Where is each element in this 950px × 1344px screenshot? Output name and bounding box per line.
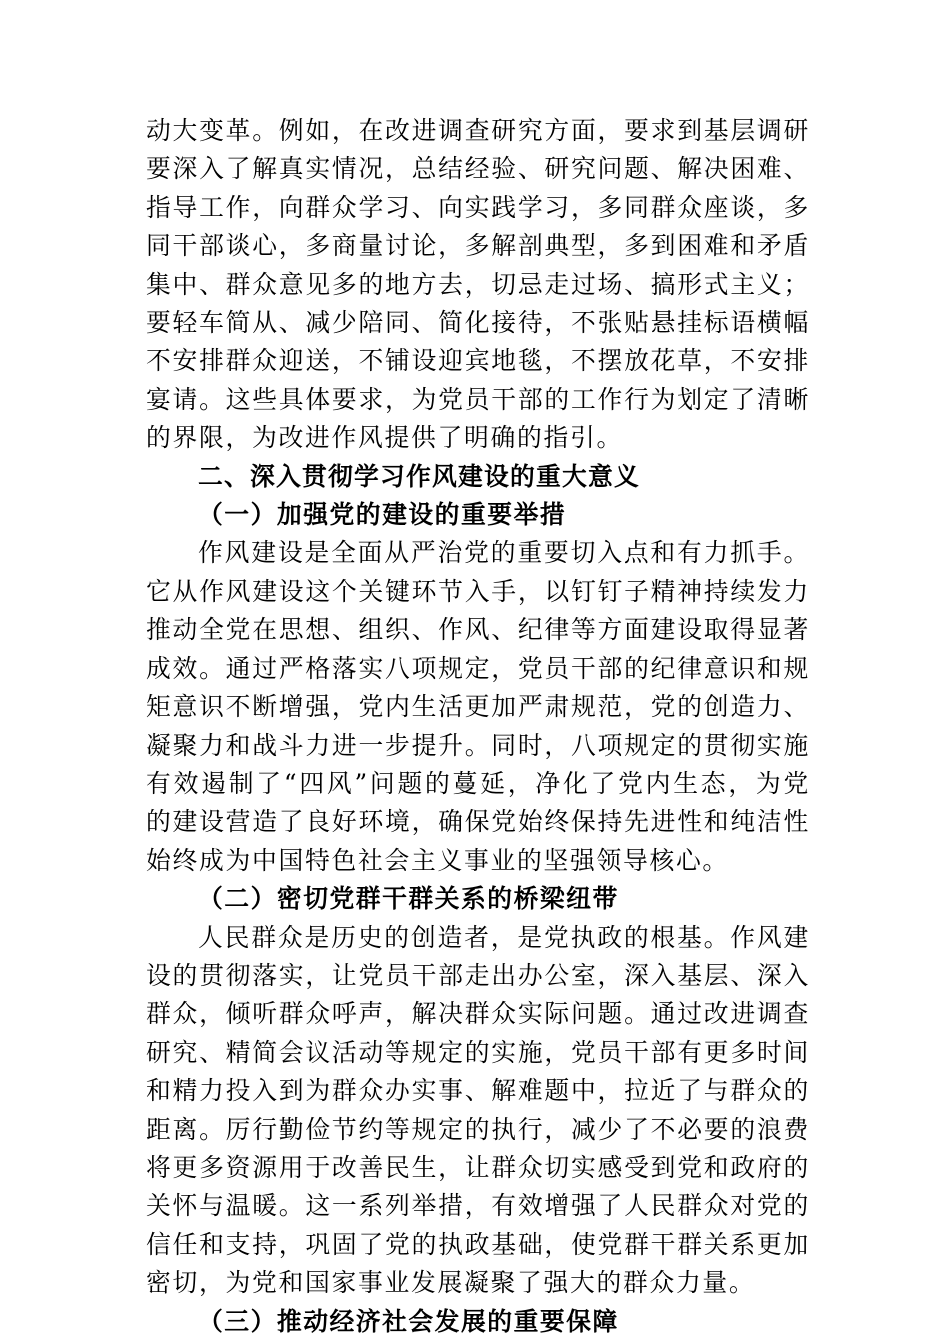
body-paragraph: 动大变革。例如，在改进调查研究方面，要求到基层调研要深入了解真实情况，总结经验、研究问题、解决困难、指导工作，向群众学习、向实践学习，多同群众座谈，多同干部谈心，多商量讨论，多解剖典型，多到困难和矛盾集中、群众意见多的地方去，切忌走过场、搞形式主义；要轻车简从、减少陪同、简化接待，不张贴悬挂标语横幅不安排群众迎送，不铺设迎宾地毯，不摆放花草，不安排宴请。这些具体要求，为党员干部的工作行为划定了清晰的界限，为改进作风提供了明确的指引。 <box>146 116 810 453</box>
subsection-heading: （一）加强党的建设的重要举措 <box>198 500 567 530</box>
document-page <box>146 112 810 1341</box>
section-heading: 二、深入贯彻学习作风建设的重大意义 <box>198 461 640 491</box>
body-paragraph: 人民群众是历史的创造者，是党执政的根基。作风建设的贯彻落实，让党员干部走出办公室，深入基层、深入群众，倾听群众呼声，解决群众实际问题。通过改进调查研究、精简会议活动等规定的实施，党员干部有更多时间和精力投入到为群众办实事、解难题中，拉近了与群众的距离。厉行勤俭节约等规定的执行，减少了不必要的浪费将更多资源用于改善民生，让群众切实感受到党和政府的关怀与温暖。这一系列举措，有效增强了人民群众对党的信任和支持，巩固了党的执政基础，使党群干群关系更加密切，为党和国家事业发展凝聚了强大的群众力量。 <box>146 922 810 1298</box>
subsection-heading: （二）密切党群干群关系的桥梁纽带 <box>198 884 619 914</box>
subsection-heading: （三）推动经济社会发展的重要保障 <box>198 1306 619 1336</box>
body-paragraph: 作风建设是全面从严治党的重要切入点和有力抓手。它从作风建设这个关键环节入手，以钉钉子精神持续发力推动全党在思想、组织、作风、纪律等方面建设取得显著成效。通过严格落实八项规定，党员干部的纪律意识和规矩意识不断增强，党内生活更加严肃规范，党的创造力、凝聚力和战斗力进一步提升。同时，八项规定的贯彻实施有效遏制了“四风”问题的蔓延，净化了党内生态，为党的建设营造了良好环境，确保党始终保持先进性和纯洁性始终成为中国特色社会主义事业的坚强领导核心。 <box>146 538 810 875</box>
